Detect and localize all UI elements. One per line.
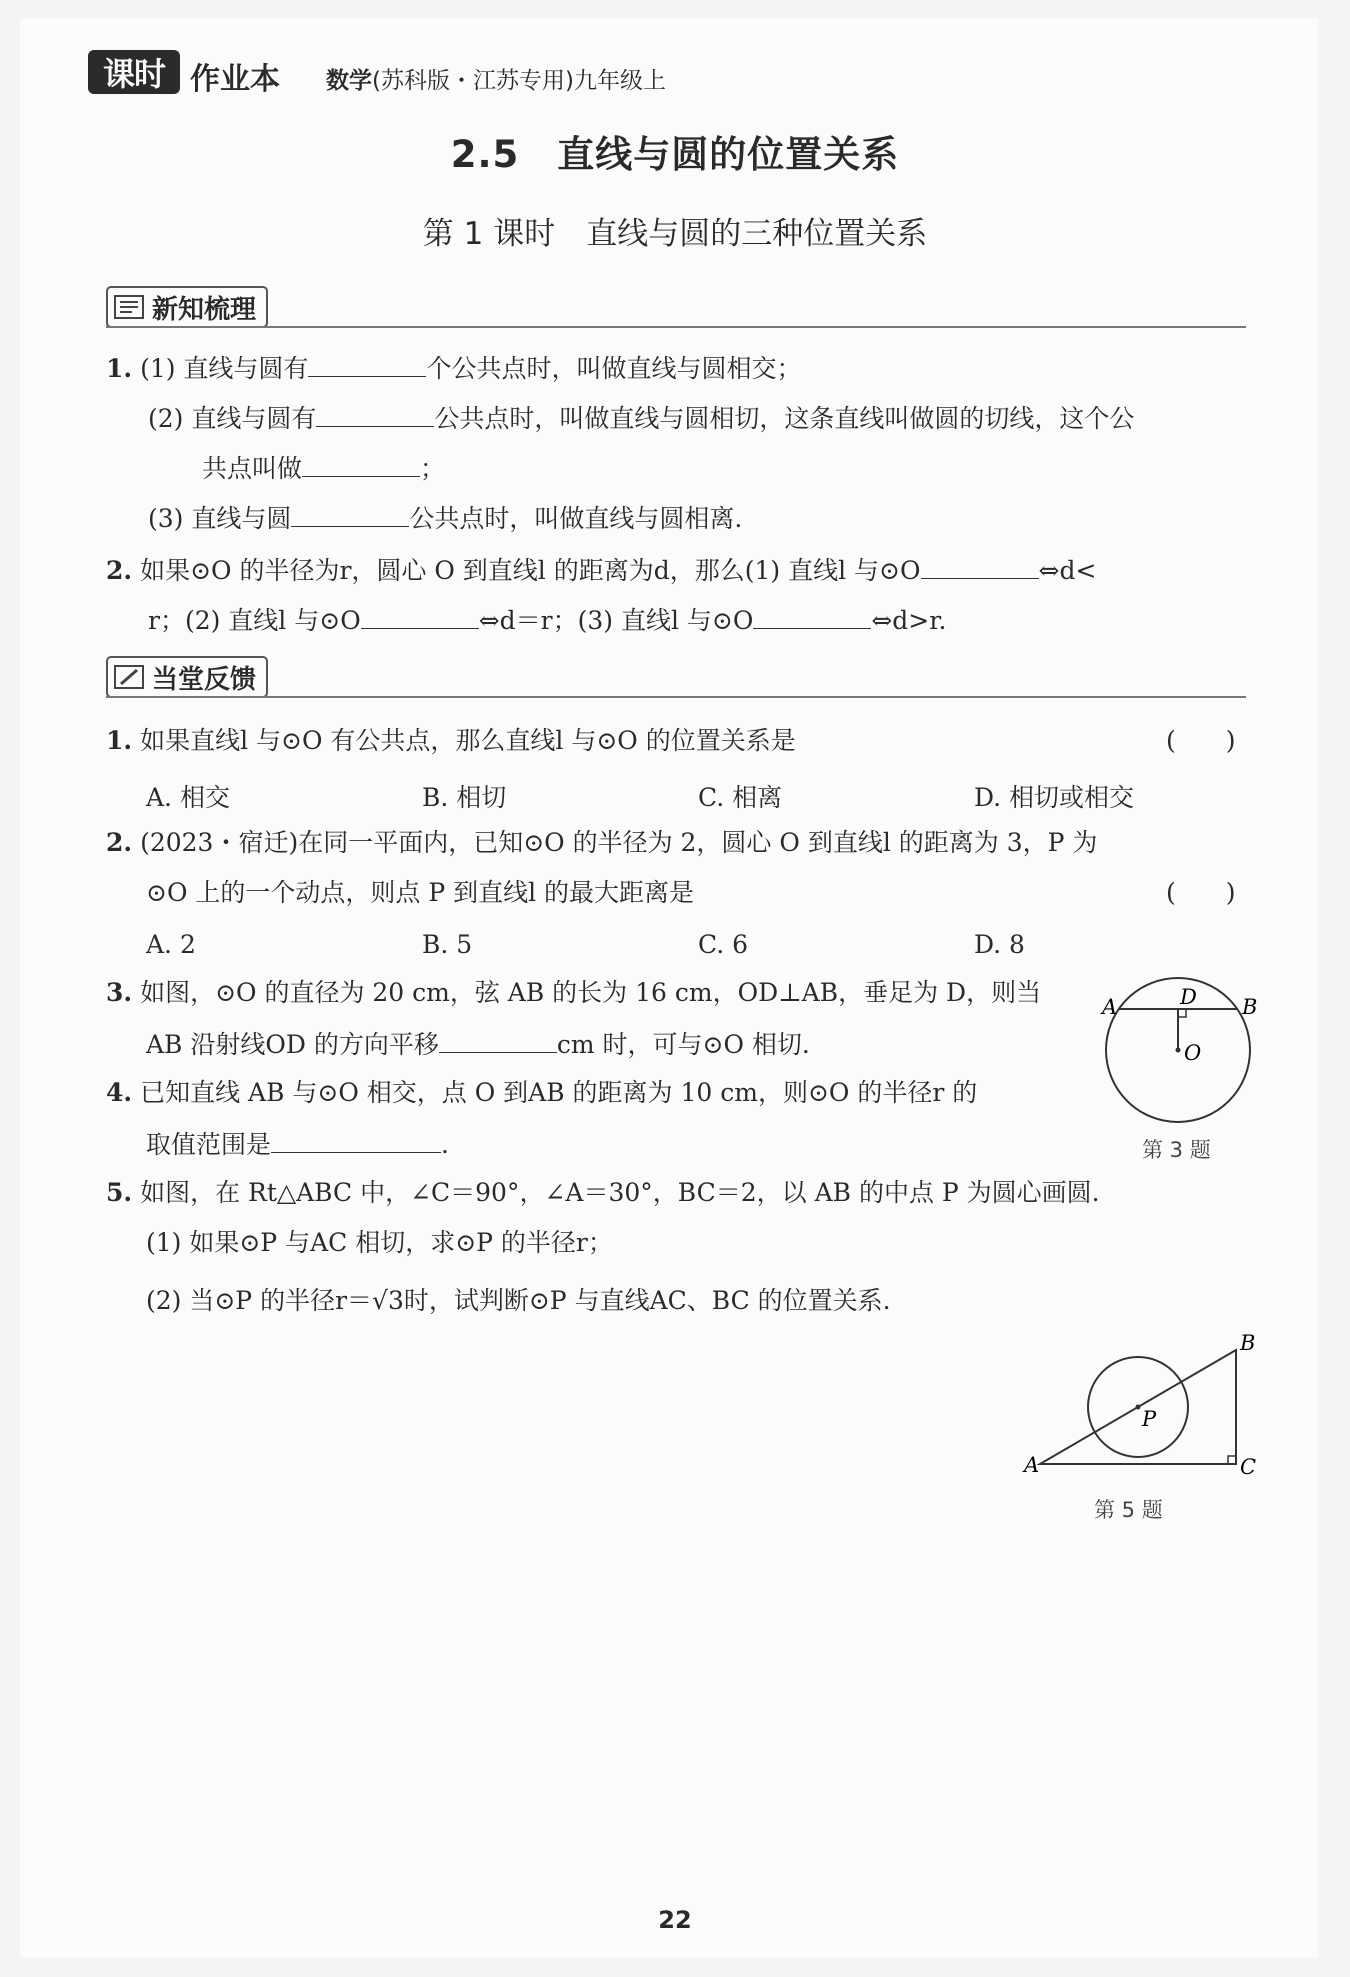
s2-q1-option-d[interactable]: D. 相切或相交 <box>974 783 1135 812</box>
s2-q2-option-b[interactable]: B. 5 <box>422 930 473 959</box>
center-point <box>1176 1048 1181 1053</box>
subject: 数学 <box>326 68 372 94</box>
s2-q2-answer-paren[interactable]: ( ) <box>1166 878 1236 907</box>
figure-3 <box>1094 968 1264 1128</box>
s2-q2-option-a[interactable]: A. 2 <box>146 930 196 959</box>
s2-q2-line1: 2. (2023・宿迁)在同一平面内，已知⊙O 的半径为 2，圆心 O 到直线l 的距离为 3，P 为 <box>106 828 1098 857</box>
brand-name: 作业本 <box>190 62 280 97</box>
s1-q1-line2: (2) 直线与圆有 公共点时，叫做直线与圆相切，这条直线叫做圆的切线，这个公 <box>148 404 1135 433</box>
s2-q1-answer-paren[interactable]: ( ) <box>1166 726 1236 755</box>
page-number: 22 <box>658 1906 692 1934</box>
s1-q2-line1: 2. 如果⊙O 的半径为r，圆心 O 到直线l 的距离为d，那么(1) 直线l 与⊙O ⇔d< <box>106 556 1097 585</box>
answer-blank[interactable] <box>439 1030 557 1053</box>
pencil-icon <box>114 664 144 690</box>
series-logo: 课时 <box>88 50 180 94</box>
center-point <box>1136 1405 1141 1410</box>
answer-blank[interactable] <box>316 404 434 427</box>
s1-q1-line3: 共点叫做 ； <box>202 454 446 483</box>
s2-q5-stem: 5. 如图，在 Rt△ABC 中，∠C＝90°，∠A＝30°，BC＝2，以 AB 的中点 P 为圆心画圆. <box>106 1178 1100 1207</box>
right-angle-mark <box>1178 1009 1186 1017</box>
section-tag-feedback <box>106 656 268 698</box>
answer-blank[interactable] <box>921 556 1039 579</box>
s1-q2-line2: r；(2) 直线l 与⊙O ⇔d＝r；(3) 直线l 与⊙O ⇔d>r. <box>148 606 947 635</box>
answer-blank[interactable] <box>271 1130 441 1153</box>
book-subtitle <box>326 62 666 95</box>
section-title: 2.5 直线与圆的位置关系 <box>450 133 900 176</box>
book-icon <box>114 294 144 320</box>
s2-q2-option-d[interactable]: D. 8 <box>974 930 1025 959</box>
answer-blank[interactable] <box>753 606 871 629</box>
s2-q1-option-c[interactable]: C. 相离 <box>698 783 783 812</box>
s2-q2-line2: ⊙O 上的一个动点，则点 P 到直线l 的最大距离是 <box>146 878 695 907</box>
section-divider <box>106 326 1246 328</box>
label-o: O <box>1184 1041 1202 1065</box>
section-tag-new-knowledge <box>106 286 268 328</box>
s2-q1-stem: 1. 如果直线l 与⊙O 有公共点，那么直线l 与⊙O 的位置关系是 <box>106 726 796 755</box>
label-b: B <box>1242 995 1258 1019</box>
right-angle-mark <box>1228 1456 1236 1464</box>
s1-q1-line1: 1. (1) 直线与圆有 个公共点时，叫做直线与圆相交； <box>106 354 802 383</box>
edition: (苏科版・江苏专用)九年级上 <box>372 68 666 94</box>
label-d: D <box>1180 985 1197 1009</box>
s2-q2-option-c[interactable]: C. 6 <box>698 930 749 959</box>
s2-q4-line1: 4. 已知直线 AB 与⊙O 相交，点 O 到AB 的距离为 10 cm，则⊙O 的半径r 的 <box>106 1078 978 1107</box>
s2-q3-line1: 3. 如图，⊙O 的直径为 20 cm，弦 AB 的长为 16 cm，OD⊥AB，垂足为 D，则当 <box>106 978 1042 1007</box>
s2-q5-part1: (1) 如果⊙P 与AC 相切，求⊙P 的半径r； <box>146 1228 613 1257</box>
figure-5-caption: 第 5 题 <box>1094 1498 1163 1522</box>
section-divider <box>106 696 1246 698</box>
figure-3-caption: 第 3 题 <box>1142 1138 1211 1162</box>
section-tag-label: 新知梳理 <box>152 294 257 325</box>
section-tag-label: 当堂反馈 <box>152 664 257 695</box>
label-a: A <box>1024 1453 1040 1477</box>
s2-q4-line2: 取值范围是 . <box>146 1130 449 1159</box>
label-a: A <box>1102 995 1118 1019</box>
answer-blank[interactable] <box>302 454 420 477</box>
s2-q3-line2: AB 沿射线OD 的方向平移 cm 时，可与⊙O 相切. <box>146 1030 810 1059</box>
label-b: B <box>1240 1331 1256 1355</box>
figure-5 <box>1020 1326 1260 1486</box>
s1-q1-line4: (3) 直线与圆 公共点时，叫做直线与圆相离. <box>148 504 743 533</box>
answer-blank[interactable] <box>291 504 409 527</box>
lesson-title: 第 1 课时 直线与圆的三种位置关系 <box>422 216 928 252</box>
label-c: C <box>1240 1455 1257 1479</box>
s2-q5-part2: (2) 当⊙P 的半径r＝√3时，试判断⊙P 与直线AC、BC 的位置关系. <box>146 1286 891 1315</box>
answer-blank[interactable] <box>361 606 479 629</box>
answer-blank[interactable] <box>308 354 426 377</box>
s2-q1-option-b[interactable]: B. 相切 <box>422 783 507 812</box>
s2-q1-option-a[interactable]: A. 相交 <box>146 783 230 812</box>
label-p: P <box>1142 1407 1157 1431</box>
